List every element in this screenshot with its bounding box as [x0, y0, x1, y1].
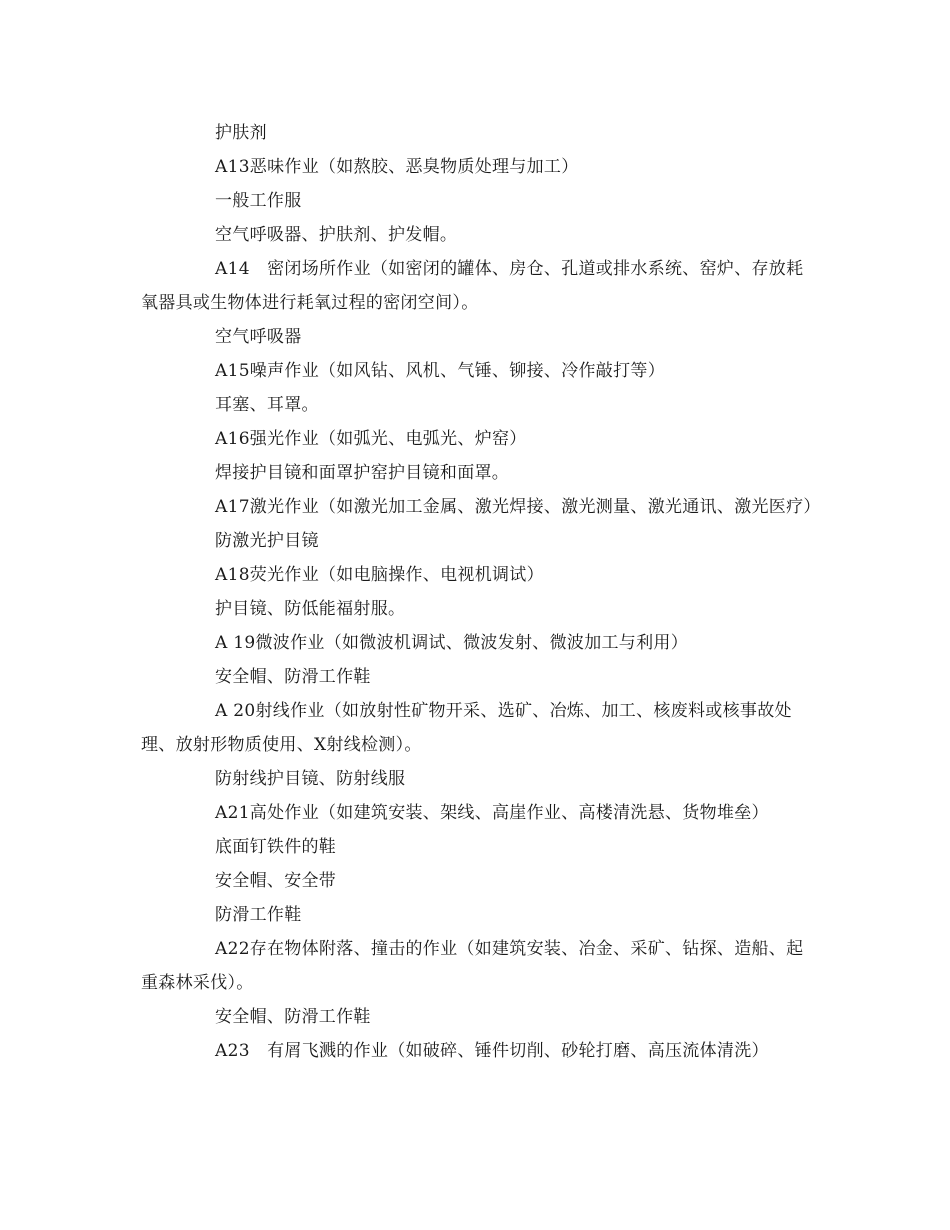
paragraph-a21-height-work: A21高处作业（如建筑安装、架线、高崖作业、高楼清洗悬、货物堆垒） [215, 803, 769, 823]
paragraph-a21-equipment-shoes: 底面钉铁件的鞋 [215, 837, 337, 857]
paragraph-a19-microwave-work: A 19微波作业（如微波机调试、微波发射、微波加工与利用） [215, 633, 689, 653]
paragraph-a20-equipment: 防射线护目镜、防射线服 [215, 769, 406, 789]
paragraph-a19-equipment: 安全帽、防滑工作鞋 [215, 667, 371, 687]
paragraph-a16-strong-light: A16强光作业（如弧光、电弧光、炉窑） [215, 429, 527, 449]
paragraph-a22-falling-objects: A22存在物体附落、撞击的作业（如建筑安装、冶金、采矿、钻探、造船、起重森林采伐）。 [141, 939, 804, 993]
paragraph-a14-confined-space: A14 密闭场所作业（如密闭的罐体、房仓、孔道或排水系统、窑炉、存放耗氧器具或生物体进行耗氧过程的密闭空间）。 [141, 259, 804, 313]
paragraph-a16-equipment: 焊接护目镜和面罩护窑护目镜和面罩。 [215, 463, 510, 483]
paragraph-a15-noise-work: A15噪声作业（如风钻、风机、气锤、铆接、冷作敲打等） [215, 361, 666, 381]
paragraph-a13-equipment: 空气呼吸器、护肤剂、护发帽。 [215, 225, 458, 245]
paragraph-a20-radiation-work: A 20射线作业（如放射性矿物开采、选矿、冶炼、加工、核废料或核事故处理、放射形物质使用、X射线检测）。 [141, 701, 792, 755]
paragraph-a13-odor-work: A13恶味作业（如熬胶、恶臭物质处理与加工） [215, 157, 579, 177]
paragraph-a15-equipment: 耳塞、耳罩。 [215, 395, 319, 415]
paragraph-a22-equipment: 安全帽、防滑工作鞋 [215, 1007, 371, 1027]
paragraph-a18-equipment: 护目镜、防低能福射服。 [215, 599, 406, 619]
paragraph-a21-equipment-helmet: 安全帽、安全带 [215, 871, 337, 891]
paragraph-a14-equipment: 空气呼吸器 [215, 327, 302, 347]
paragraph-a17-laser-work: A17激光作业（如激光加工金属、激光焊接、激光测量、激光通讯、激光医疗） [215, 497, 821, 517]
paragraph-a17-equipment: 防激光护目镜 [215, 531, 319, 551]
paragraph-general-workwear: 一般工作服 [215, 191, 302, 211]
document-body [141, 116, 821, 1068]
paragraph-a23-flying-debris: A23 有屑飞溅的作业（如破碎、锤件切削、砂轮打磨、高压流体清洗） [215, 1041, 769, 1061]
paragraph-skin-protectant: 护肤剂 [215, 123, 267, 143]
paragraph-a21-equipment-antislip: 防滑工作鞋 [215, 905, 302, 925]
paragraph-a18-fluorescent-work: A18荧光作业（如电脑操作、电视机调试） [215, 565, 544, 585]
